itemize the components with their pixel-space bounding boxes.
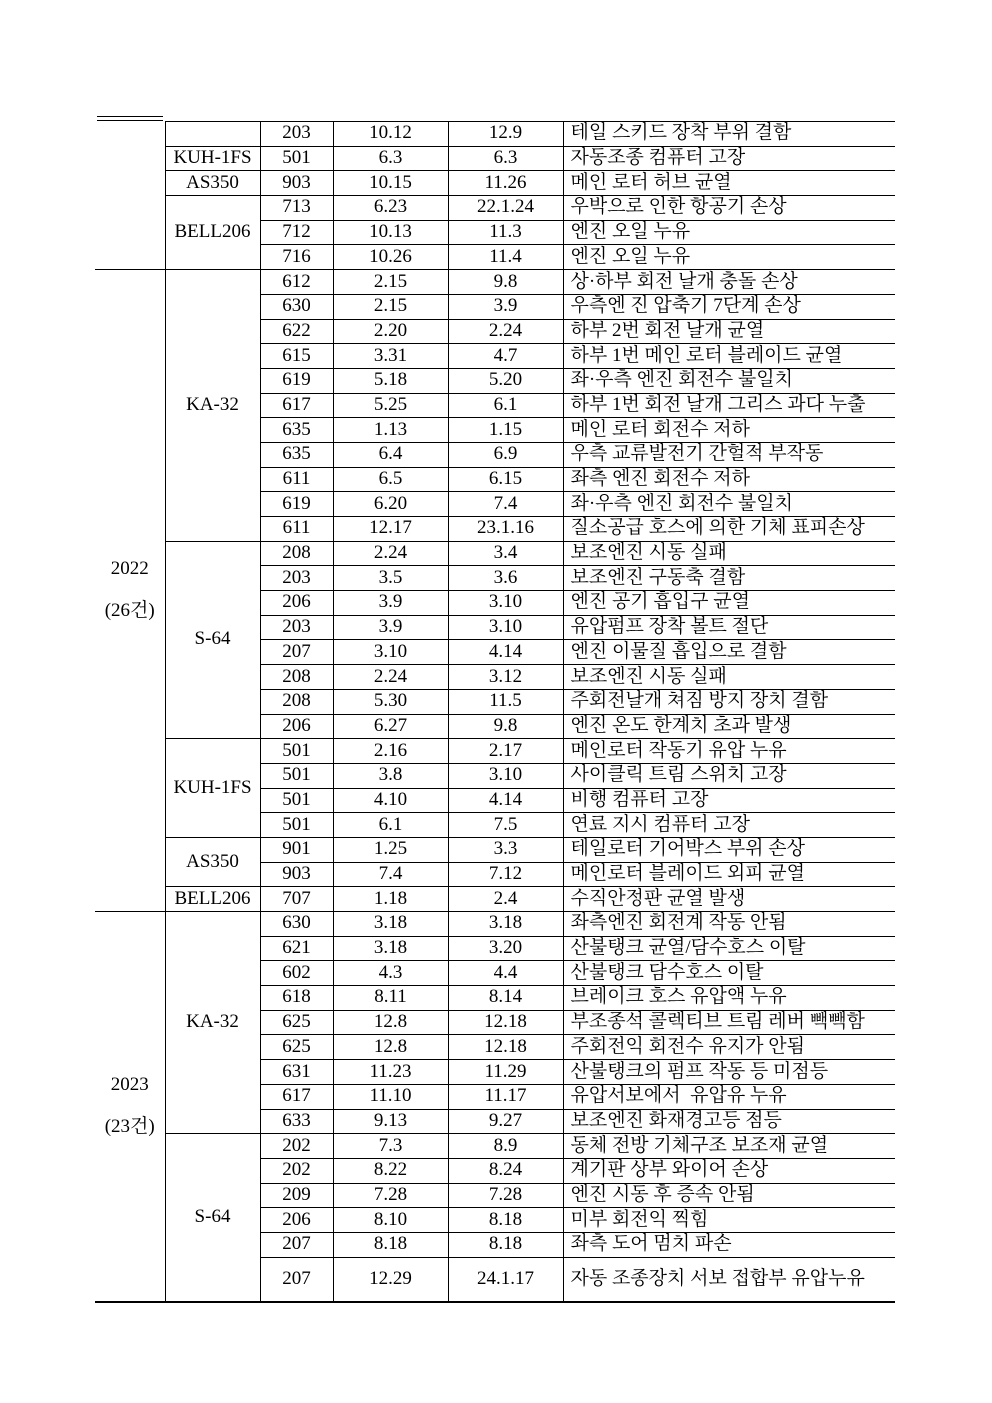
model-cell: [165, 122, 260, 147]
defect-description-cell: 자동조종 컴퓨터 고장: [563, 146, 895, 171]
model-cell: KA-32: [165, 270, 260, 542]
occurrence-date-cell: 3.31: [333, 344, 448, 369]
completion-date-cell: 3.6: [448, 566, 563, 591]
defect-description-cell: 하부 1번 메인 로터 블레이드 균열: [563, 344, 895, 369]
aircraft-number-cell: 631: [260, 1060, 333, 1085]
defect-description-cell: 주회전날개 쳐짐 방지 장치 결함: [563, 689, 895, 714]
occurrence-date-cell: 3.8: [333, 763, 448, 788]
aircraft-number-cell: 207: [260, 640, 333, 665]
occurrence-date-cell: 8.22: [333, 1158, 448, 1183]
defect-description-cell: 좌측 도어 멈치 파손: [563, 1232, 895, 1257]
occurrence-date-cell: 2.16: [333, 739, 448, 764]
aircraft-number-cell: 501: [260, 739, 333, 764]
aircraft-number-cell: 630: [260, 294, 333, 319]
defect-description-cell: 부조종석 콜렉티브 트림 레버 빽빽함: [563, 1010, 895, 1035]
defect-description-cell: 동체 전방 기체구조 보조재 균열: [563, 1134, 895, 1159]
completion-date-cell: 2.24: [448, 319, 563, 344]
defect-description-cell: 메인 로터 허브 균열: [563, 171, 895, 196]
defect-description-cell: 우박으로 인한 항공기 손상: [563, 196, 895, 221]
completion-date-cell: 11.3: [448, 220, 563, 245]
occurrence-date-cell: 8.10: [333, 1208, 448, 1233]
occurrence-date-cell: 7.28: [333, 1183, 448, 1208]
year-cell: [95, 270, 165, 912]
defect-table-body: [95, 122, 895, 1303]
aircraft-number-cell: 635: [260, 442, 333, 467]
aircraft-number-cell: 207: [260, 1257, 333, 1302]
defect-description-cell: 우측 교류발전기 간헐적 부작동: [563, 442, 895, 467]
completion-date-cell: 8.24: [448, 1158, 563, 1183]
completion-date-cell: 11.17: [448, 1084, 563, 1109]
defect-description-cell: 보조엔진 구동축 결함: [563, 566, 895, 591]
occurrence-date-cell: 6.5: [333, 467, 448, 492]
defect-table: [95, 121, 895, 1303]
aircraft-number-cell: 206: [260, 1208, 333, 1233]
completion-date-cell: 3.9: [448, 294, 563, 319]
aircraft-number-cell: 208: [260, 689, 333, 714]
defect-description-cell: 주회전익 회전수 유지가 안됨: [563, 1035, 895, 1060]
aircraft-number-cell: 611: [260, 467, 333, 492]
aircraft-number-cell: 633: [260, 1109, 333, 1134]
completion-date-cell: 6.1: [448, 393, 563, 418]
completion-date-cell: 1.15: [448, 418, 563, 443]
occurrence-date-cell: 10.15: [333, 171, 448, 196]
defect-description-cell: 엔진 공기 흡입구 균열: [563, 591, 895, 616]
completion-date-cell: 8.9: [448, 1134, 563, 1159]
occurrence-date-cell: 3.5: [333, 566, 448, 591]
year-cell: [95, 122, 165, 270]
aircraft-number-cell: 202: [260, 1158, 333, 1183]
completion-date-cell: 9.8: [448, 714, 563, 739]
table-row: [95, 739, 895, 764]
occurrence-date-cell: 4.3: [333, 961, 448, 986]
completion-date-cell: 11.4: [448, 245, 563, 270]
defect-description-cell: 산불탱크 담수호스 이탈: [563, 961, 895, 986]
completion-date-cell: 4.14: [448, 788, 563, 813]
occurrence-date-cell: 7.3: [333, 1134, 448, 1159]
defect-description-cell: 보조엔진 시동 실패: [563, 665, 895, 690]
completion-date-cell: 9.8: [448, 270, 563, 295]
aircraft-number-cell: 903: [260, 862, 333, 887]
occurrence-date-cell: 6.1: [333, 813, 448, 838]
aircraft-number-cell: 617: [260, 393, 333, 418]
defect-description-cell: 자동 조종장치 서보 접합부 유압누유: [563, 1257, 895, 1302]
occurrence-date-cell: 4.10: [333, 788, 448, 813]
model-cell: KA-32: [165, 912, 260, 1134]
defect-description-cell: 테일로터 기어박스 부위 손상: [563, 837, 895, 862]
defect-description-cell: 질소공급 호스에 의한 기체 표피손상: [563, 517, 895, 542]
completion-date-cell: 9.27: [448, 1109, 563, 1134]
aircraft-number-cell: 208: [260, 665, 333, 690]
table-row: [95, 146, 895, 171]
completion-date-cell: 7.12: [448, 862, 563, 887]
defect-description-cell: 좌·우측 엔진 회전수 불일치: [563, 492, 895, 517]
occurrence-date-cell: 10.13: [333, 220, 448, 245]
occurrence-date-cell: 8.11: [333, 986, 448, 1011]
aircraft-number-cell: 625: [260, 1010, 333, 1035]
table-row: [95, 887, 895, 912]
defect-description-cell: 산불탱크 균열/담수호스 이탈: [563, 936, 895, 961]
completion-date-cell: 3.10: [448, 615, 563, 640]
model-cell: S-64: [165, 1134, 260, 1302]
table-row: [95, 122, 895, 147]
model-cell: AS350: [165, 837, 260, 886]
aircraft-number-cell: 621: [260, 936, 333, 961]
defect-description-cell: 엔진 오일 누유: [563, 220, 895, 245]
defect-description-cell: 사이클릭 트림 스위치 고장: [563, 763, 895, 788]
completion-date-cell: 11.29: [448, 1060, 563, 1085]
defect-description-cell: 수직안정판 균열 발생: [563, 887, 895, 912]
defect-description-cell: 보조엔진 시동 실패: [563, 541, 895, 566]
completion-date-cell: 3.20: [448, 936, 563, 961]
completion-date-cell: 4.14: [448, 640, 563, 665]
occurrence-date-cell: 3.10: [333, 640, 448, 665]
completion-date-cell: 23.1.16: [448, 517, 563, 542]
occurrence-date-cell: 6.20: [333, 492, 448, 517]
occurrence-date-cell: 5.25: [333, 393, 448, 418]
occurrence-date-cell: 3.9: [333, 591, 448, 616]
completion-date-cell: 3.3: [448, 837, 563, 862]
occurrence-date-cell: 10.12: [333, 122, 448, 147]
aircraft-number-cell: 618: [260, 986, 333, 1011]
aircraft-number-cell: 203: [260, 615, 333, 640]
defect-description-cell: 계기판 상부 와이어 손상: [563, 1158, 895, 1183]
completion-date-cell: 3.4: [448, 541, 563, 566]
completion-date-cell: 3.10: [448, 763, 563, 788]
completion-date-cell: 3.12: [448, 665, 563, 690]
aircraft-number-cell: 612: [260, 270, 333, 295]
completion-date-cell: 3.18: [448, 912, 563, 937]
aircraft-number-cell: 901: [260, 837, 333, 862]
defect-description-cell: 좌측 엔진 회전수 저하: [563, 467, 895, 492]
model-cell: AS350: [165, 171, 260, 196]
defect-description-cell: 좌·우측 엔진 회전수 불일치: [563, 368, 895, 393]
aircraft-number-cell: 501: [260, 146, 333, 171]
occurrence-date-cell: 12.17: [333, 517, 448, 542]
completion-date-cell: 6.9: [448, 442, 563, 467]
occurrence-date-cell: 2.24: [333, 665, 448, 690]
aircraft-number-cell: 501: [260, 788, 333, 813]
aircraft-number-cell: 716: [260, 245, 333, 270]
completion-date-cell: 2.4: [448, 887, 563, 912]
defect-description-cell: 좌측엔진 회전계 작동 안됨: [563, 912, 895, 937]
aircraft-number-cell: 207: [260, 1232, 333, 1257]
defect-description-cell: 하부 1번 회전 날개 그리스 과다 누출: [563, 393, 895, 418]
occurrence-date-cell: 11.10: [333, 1084, 448, 1109]
aircraft-number-cell: 713: [260, 196, 333, 221]
completion-date-cell: 12.18: [448, 1010, 563, 1035]
completion-date-cell: 6.15: [448, 467, 563, 492]
defect-description-cell: 유압펌프 장착 볼트 절단: [563, 615, 895, 640]
occurrence-date-cell: 2.20: [333, 319, 448, 344]
model-cell: KUH-1FS: [165, 146, 260, 171]
occurrence-date-cell: 6.23: [333, 196, 448, 221]
year-count-label: (26건): [104, 600, 155, 622]
defect-description-cell: 산불탱크의 펌프 작동 등 미점등: [563, 1060, 895, 1085]
table-row: [95, 541, 895, 566]
defect-description-cell: 브레이크 호스 유압액 누유: [563, 986, 895, 1011]
completion-date-cell: 3.10: [448, 591, 563, 616]
completion-date-cell: 8.18: [448, 1208, 563, 1233]
defect-description-cell: 엔진 온도 한계치 초과 발생: [563, 714, 895, 739]
aircraft-number-cell: 202: [260, 1134, 333, 1159]
completion-date-cell: 8.18: [448, 1232, 563, 1257]
aircraft-number-cell: 630: [260, 912, 333, 937]
occurrence-date-cell: 8.18: [333, 1232, 448, 1257]
occurrence-date-cell: 2.15: [333, 294, 448, 319]
defect-description-cell: 엔진 시동 후 증속 안됨: [563, 1183, 895, 1208]
table-row: [95, 270, 895, 295]
aircraft-number-cell: 625: [260, 1035, 333, 1060]
year-label: 2022: [110, 558, 149, 580]
occurrence-date-cell: 5.18: [333, 368, 448, 393]
aircraft-number-cell: 208: [260, 541, 333, 566]
aircraft-number-cell: 206: [260, 591, 333, 616]
aircraft-number-cell: 602: [260, 961, 333, 986]
model-cell: S-64: [165, 541, 260, 739]
defect-description-cell: 엔진 이물질 흡입으로 결함: [563, 640, 895, 665]
occurrence-date-cell: 12.29: [333, 1257, 448, 1302]
aircraft-number-cell: 619: [260, 492, 333, 517]
completion-date-cell: 11.26: [448, 171, 563, 196]
table-row: [95, 912, 895, 937]
occurrence-date-cell: 9.13: [333, 1109, 448, 1134]
model-cell: BELL206: [165, 887, 260, 912]
aircraft-number-cell: 209: [260, 1183, 333, 1208]
defect-description-cell: 미부 회전익 찍힘: [563, 1208, 895, 1233]
completion-date-cell: 2.17: [448, 739, 563, 764]
year-label: 2023: [110, 1074, 149, 1096]
occurrence-date-cell: 2.24: [333, 541, 448, 566]
model-cell: BELL206: [165, 196, 260, 270]
completion-date-cell: 6.3: [448, 146, 563, 171]
aircraft-number-cell: 622: [260, 319, 333, 344]
defect-description-cell: 메인 로터 회전수 저하: [563, 418, 895, 443]
aircraft-number-cell: 206: [260, 714, 333, 739]
occurrence-date-cell: 6.4: [333, 442, 448, 467]
completion-date-cell: 5.20: [448, 368, 563, 393]
defect-description-cell: 비행 컴퓨터 고장: [563, 788, 895, 813]
table-row: [95, 837, 895, 862]
aircraft-number-cell: 203: [260, 566, 333, 591]
occurrence-date-cell: 6.27: [333, 714, 448, 739]
occurrence-date-cell: 6.3: [333, 146, 448, 171]
completion-date-cell: 11.5: [448, 689, 563, 714]
aircraft-number-cell: 619: [260, 368, 333, 393]
aircraft-number-cell: 203: [260, 122, 333, 147]
defect-description-cell: 유압서보에서 유압유 누유: [563, 1084, 895, 1109]
defect-description-cell: 하부 2번 회전 날개 균열: [563, 319, 895, 344]
completion-date-cell: 4.7: [448, 344, 563, 369]
completion-date-cell: 7.5: [448, 813, 563, 838]
occurrence-date-cell: 12.8: [333, 1035, 448, 1060]
occurrence-date-cell: 5.30: [333, 689, 448, 714]
aircraft-number-cell: 707: [260, 887, 333, 912]
completion-date-cell: 12.18: [448, 1035, 563, 1060]
completion-date-cell: 8.14: [448, 986, 563, 1011]
completion-date-cell: 12.9: [448, 122, 563, 147]
occurrence-date-cell: 2.15: [333, 270, 448, 295]
occurrence-date-cell: 1.25: [333, 837, 448, 862]
aircraft-number-cell: 712: [260, 220, 333, 245]
completion-date-cell: 7.28: [448, 1183, 563, 1208]
occurrence-date-cell: 11.23: [333, 1060, 448, 1085]
aircraft-number-cell: 903: [260, 171, 333, 196]
table-row: [95, 171, 895, 196]
year-cell: [95, 912, 165, 1303]
defect-description-cell: 우측엔 진 압축기 7단계 손상: [563, 294, 895, 319]
occurrence-date-cell: 1.13: [333, 418, 448, 443]
table-row: [95, 196, 895, 221]
occurrence-date-cell: 12.8: [333, 1010, 448, 1035]
occurrence-date-cell: 10.26: [333, 245, 448, 270]
aircraft-number-cell: 611: [260, 517, 333, 542]
completion-date-cell: 24.1.17: [448, 1257, 563, 1302]
aircraft-number-cell: 501: [260, 763, 333, 788]
occurrence-date-cell: 3.9: [333, 615, 448, 640]
aircraft-number-cell: 615: [260, 344, 333, 369]
table-row: [95, 1134, 895, 1159]
defect-description-cell: 엔진 오일 누유: [563, 245, 895, 270]
defect-description-cell: 보조엔진 화재경고등 점등: [563, 1109, 895, 1134]
aircraft-number-cell: 635: [260, 418, 333, 443]
model-cell: KUH-1FS: [165, 739, 260, 838]
defect-description-cell: 테일 스키드 장착 부위 결함: [563, 122, 895, 147]
occurrence-date-cell: 7.4: [333, 862, 448, 887]
completion-date-cell: 7.4: [448, 492, 563, 517]
aircraft-number-cell: 617: [260, 1084, 333, 1109]
occurrence-date-cell: 3.18: [333, 912, 448, 937]
completion-date-cell: 4.4: [448, 961, 563, 986]
completion-date-cell: 22.1.24: [448, 196, 563, 221]
occurrence-date-cell: 1.18: [333, 887, 448, 912]
aircraft-number-cell: 501: [260, 813, 333, 838]
year-count-label: (23건): [104, 1116, 155, 1138]
defect-description-cell: 메인로터 작동기 유압 누유: [563, 739, 895, 764]
defect-description-cell: 상·하부 회전 날개 충돌 손상: [563, 270, 895, 295]
defect-description-cell: 메인로터 블레이드 외피 균열: [563, 862, 895, 887]
occurrence-date-cell: 3.18: [333, 936, 448, 961]
defect-description-cell: 연료 지시 컴퓨터 고장: [563, 813, 895, 838]
